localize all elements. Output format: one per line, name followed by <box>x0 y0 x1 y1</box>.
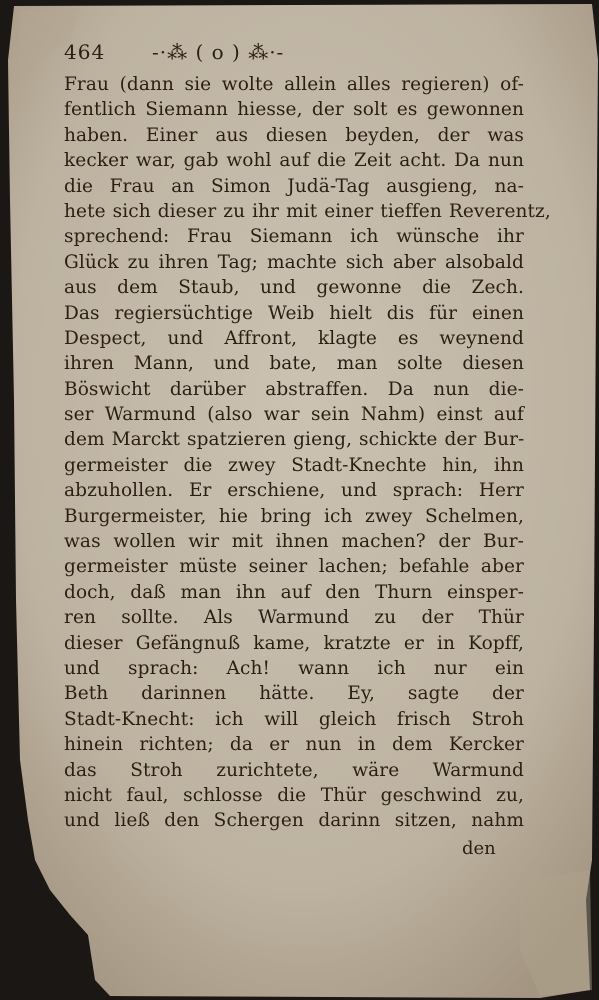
text-line: und sprach: Ach! wann ich nur ein <box>64 657 524 679</box>
text-line: Das regiersüchtige Weib hielt dis für einen <box>64 302 524 324</box>
text-line: Despect, und Affront, klagte es weynend <box>64 327 524 349</box>
text-line: nicht faul, schlosse die Thür geschwind zu, <box>64 784 524 806</box>
text-line: Burgermeister, hie bring ich zwey Schelmen, <box>64 505 524 527</box>
text-line: dem Marckt spatzieren gieng, schickte der Bur- <box>64 429 525 451</box>
text-line: und ließ den Schergen darinn sitzen, nahm <box>64 810 524 832</box>
body-text <box>64 72 551 834</box>
text-line: hete sich dieser zu ihr mit einer tieffen Reverentz, <box>64 200 551 222</box>
text-line: Stadt-Knecht: ich will gleich frisch Stroh <box>64 708 524 730</box>
text-line: Beth darinnen hätte. Ey, sagte der <box>64 683 524 705</box>
text-line: abzuhollen. Er erschiene, und sprach: Herr <box>64 480 524 502</box>
page-header <box>64 36 524 72</box>
text-line: Glück zu ihren Tag; machte sich aber alsobald <box>64 251 524 273</box>
text-line: kecker war, gab wohl auf die Zeit acht. Da nun <box>64 150 524 172</box>
text-line: doch, daß man ihn auf den Thurn einsper- <box>64 581 524 603</box>
text-line: sprechend: Frau Siemann ich wünsche ihr <box>64 226 524 248</box>
text-line: ihren Mann, und bate, man solte diesen <box>64 353 524 375</box>
page-text <box>64 36 551 859</box>
page-number: 464 <box>64 40 106 64</box>
catchword: den <box>462 838 496 859</box>
text-line: ren sollte. Als Warmund zu der Thür <box>64 607 524 629</box>
text-line: aus dem Staub, und gewonne die Zech. <box>64 277 524 299</box>
text-line: Frau (dann sie wolte allein alles regieren) of- <box>64 74 524 95</box>
text-line: haben. Einer aus diesen beyden, der was <box>64 124 524 146</box>
text-line: das Stroh zurichtete, wäre Warmund <box>64 759 524 781</box>
text-line: germeister müste seiner lachen; befahle aber <box>64 556 524 578</box>
text-line: dieser Gefängnuß kame, kratzte er in Kopff, <box>64 632 524 654</box>
text-line: Böswicht darüber abstraffen. Da nun die- <box>64 378 524 400</box>
text-line: ser Warmund (also war sein Nahm) einst auf <box>64 404 524 426</box>
text-line: die Frau an Simon Judä-Tag ausgieng, na- <box>64 175 524 197</box>
text-line: was wollen wir mit ihnen machen? der Bur- <box>64 531 524 553</box>
text-line: germeister die zwey Stadt-Knechte hin, ihn <box>64 454 524 476</box>
text-line: fentlich Siemann hiesse, der solt es gewonnen <box>64 99 524 121</box>
text-line: hinein richten; da er nun in dem Kercker <box>64 734 524 756</box>
running-head-ornament: -·⁂ ( o ) ⁂·- <box>152 40 285 64</box>
